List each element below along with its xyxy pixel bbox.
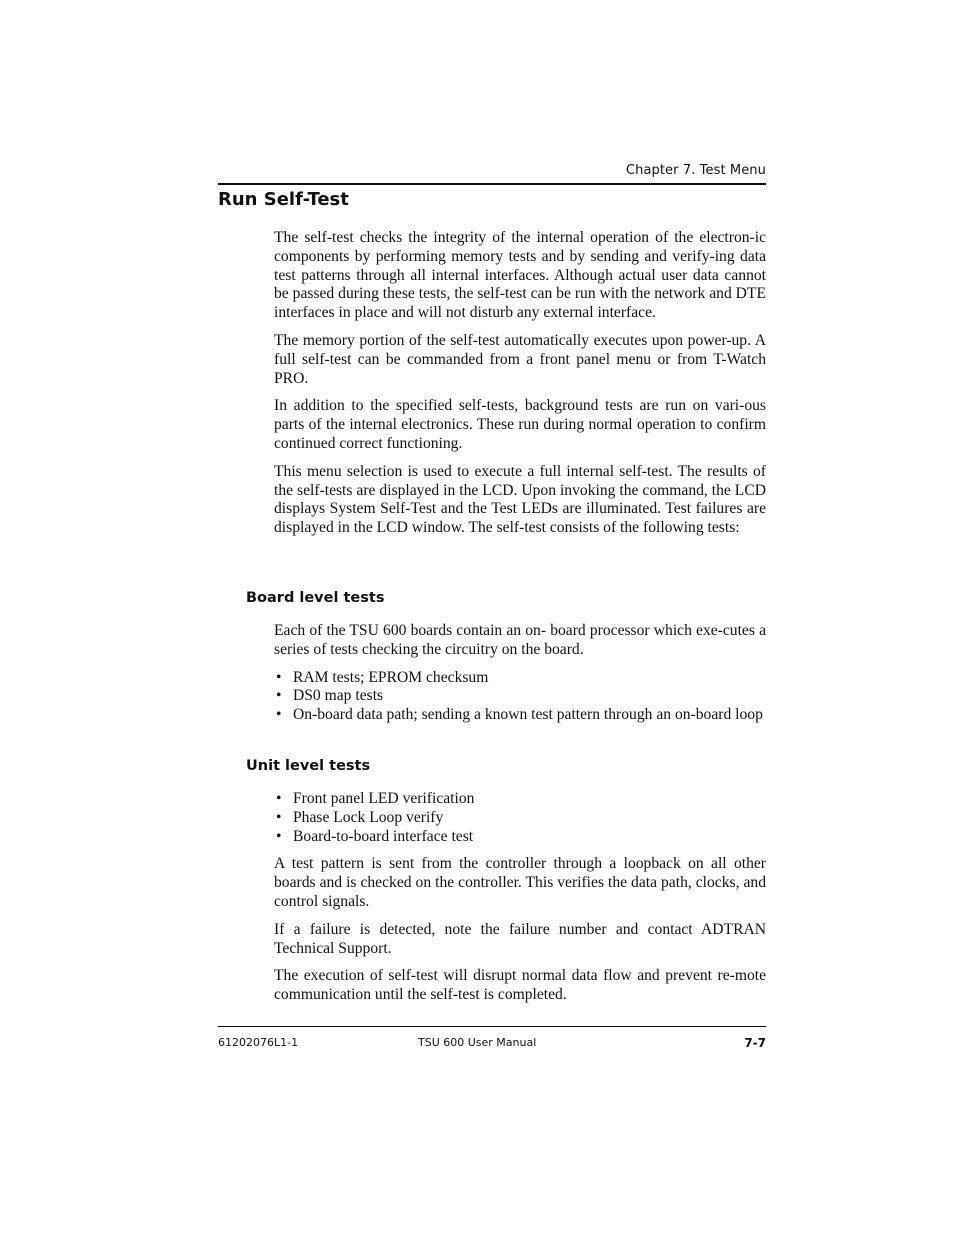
bullet-icon: • <box>276 706 282 724</box>
paragraph: A test pattern is sent from the controller through a loopback on all other boards and is checked on the controller. This verifies the data path, clocks, and control signals. <box>274 855 766 910</box>
unit-level-heading: Unit level tests <box>246 758 371 774</box>
paragraph: If a failure is detected, note the failure number and contact ADTRAN Technical Support. <box>274 920 766 957</box>
paragraph: Each of the TSU 600 boards contain an on- board processor which exe-cutes a series of tests checking the circuitry on the board. <box>274 622 766 658</box>
footer-manual-title: TSU 600 User Manual <box>418 1036 537 1049</box>
section-body <box>274 229 766 547</box>
unit-level-section <box>274 790 766 1014</box>
paragraph: The self-test checks the integrity of the internal operation of the electron-ic components by performing memory tests and by sending and verify-ing data test patterns through all internal interfaces. Although actual user data cannot be passed during these tests, the self-test can be run with the network and DTE interfaces in place and will not disturb any external interface. <box>274 229 766 322</box>
paragraph: The memory portion of the self-test automatically executes upon power-up. A full self-test can be commanded from a front panel menu or from T-Watch PRO. <box>274 331 766 387</box>
footer-part-number: 61202076L1-1 <box>218 1036 299 1049</box>
bullet-icon: • <box>276 790 282 807</box>
list-item: • Board-to-board interface test <box>276 827 474 845</box>
board-level-heading: Board level tests <box>246 590 385 606</box>
unit-level-list <box>274 790 766 846</box>
list-item: • Front panel LED verification <box>276 790 475 807</box>
footer-rule <box>218 1026 766 1027</box>
paragraph: The execution of self-test will disrupt normal data flow and prevent re-mote communication until the self-test is completed. <box>274 967 766 1004</box>
bullet-icon: • <box>276 687 282 705</box>
list-item: • RAM tests; EPROM checksum <box>276 668 489 686</box>
paragraph: In addition to the specified self-tests, background tests are run on vari-ous parts of the internal electronics. These run during normal operation to confirm continued correct functioning. <box>274 397 766 452</box>
header-rule <box>218 183 766 185</box>
board-level-list <box>274 669 766 725</box>
bullet-icon: • <box>276 668 282 686</box>
paragraph: This menu selection is used to execute a full internal self-test. The results of the self-tests are displayed in the LCD. Upon invoking the command, the LCD displays System Self-Test and the Test LEDs are illuminated. Test failures are displayed in the LCD window. The self-test consists of the following tests: <box>274 462 766 537</box>
board-level-section <box>274 622 766 734</box>
footer-page-number: 7-7 <box>744 1036 766 1050</box>
list-item: • Phase Lock Loop verify <box>276 808 444 826</box>
running-header: Chapter 7. Test Menu <box>625 163 766 178</box>
bullet-icon: • <box>276 808 282 826</box>
list-item: • DS0 map tests <box>276 687 384 705</box>
list-item: • On-board data path; sending a known test pattern through an on-board loop <box>276 706 763 724</box>
bullet-icon: • <box>276 827 282 845</box>
section-title: Run Self-Test <box>218 189 349 210</box>
